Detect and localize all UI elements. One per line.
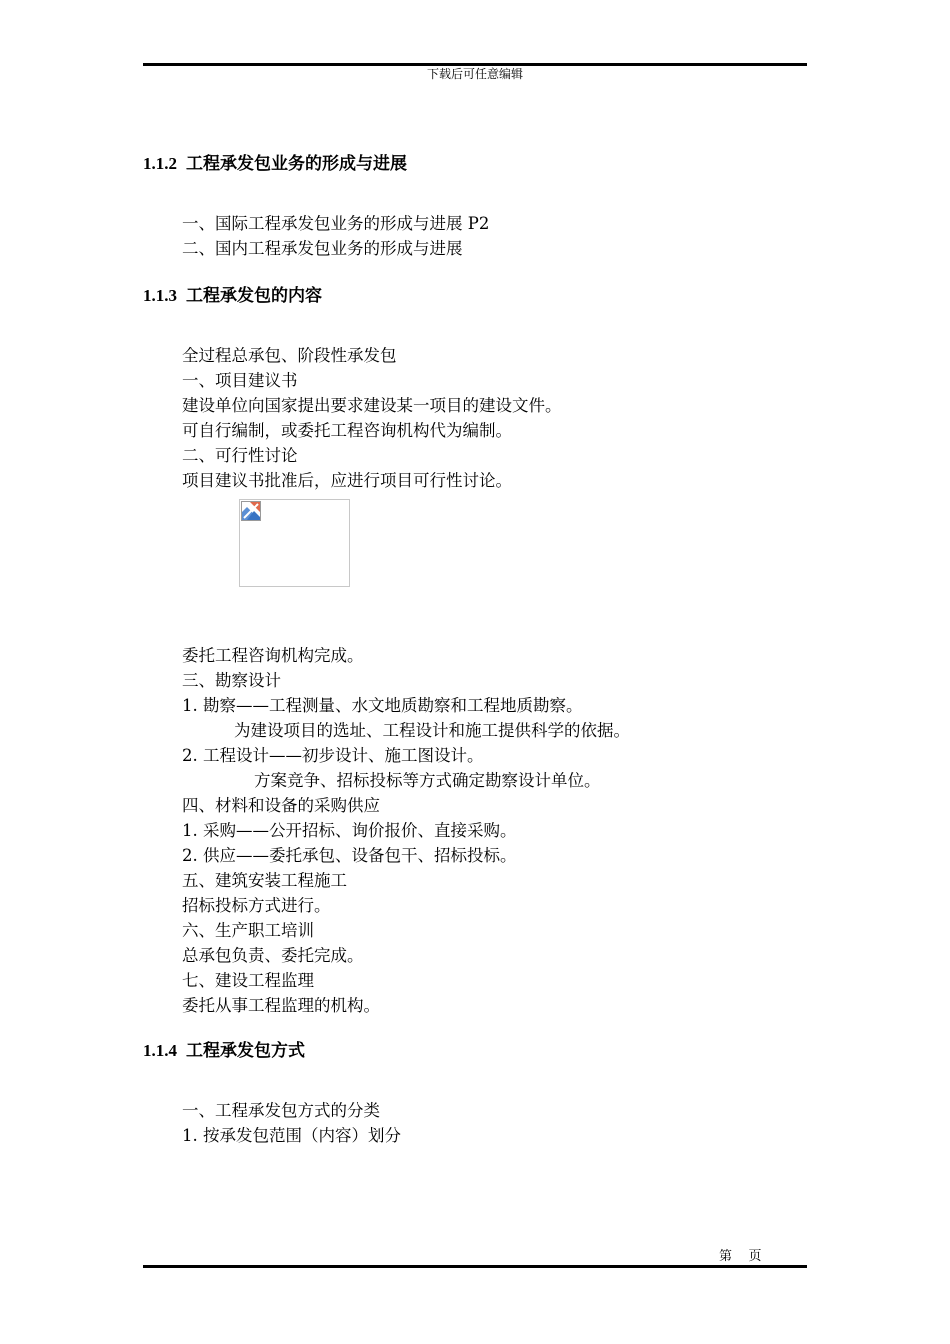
footer-rule [143, 1265, 807, 1268]
paragraph: 全过程总承包、阶段性承发包 [182, 346, 397, 365]
section-number: 1.1.4 [143, 1041, 177, 1060]
paragraph: 五、建筑安装工程施工 [182, 871, 347, 890]
page-footer: 第 页 [719, 1249, 762, 1264]
header-rule [143, 63, 807, 66]
paragraph: 一、工程承发包方式的分类 [182, 1101, 380, 1120]
paragraph: 为建设项目的选址、工程设计和施工提供科学的依据。 [234, 721, 630, 740]
paragraph: 招标投标方式进行。 [182, 896, 331, 915]
paragraph: 1. 勘察——工程测量、水文地质勘察和工程地质勘察。 [182, 696, 583, 715]
paragraph: 方案竞争、招标投标等方式确定勘察设计单位。 [254, 771, 601, 790]
paragraph: 2. 工程设计——初步设计、施工图设计。 [182, 746, 484, 765]
section-heading-1-1-4 [143, 1040, 305, 1062]
paragraph: 三、勘察设计 [182, 671, 281, 690]
section-title: 工程承发包业务的形成与进展 [186, 154, 407, 174]
paragraph: 四、材料和设备的采购供应 [182, 796, 380, 815]
section-heading-1-1-2 [143, 153, 407, 175]
section-title: 工程承发包方式 [186, 1041, 305, 1061]
paragraph: 项目建议书批准后，应进行项目可行性讨论。 [182, 471, 512, 490]
section-number: 1.1.3 [143, 286, 177, 305]
section-title: 工程承发包的内容 [186, 286, 322, 306]
paragraph: 2. 供应——委托承包、设备包干、招标投标。 [182, 846, 517, 865]
paragraph: 七、建设工程监理 [182, 971, 314, 990]
section-heading-1-1-3 [143, 285, 322, 307]
section-number: 1.1.2 [143, 154, 177, 173]
paragraph: 委托工程咨询机构完成。 [182, 646, 364, 665]
paragraph: 二、国内工程承发包业务的形成与进展 [182, 239, 463, 258]
broken-image-icon [241, 501, 261, 521]
paragraph: 总承包负责、委托完成。 [182, 946, 364, 965]
paragraph: 1. 采购——公开招标、询价报价、直接采购。 [182, 821, 517, 840]
paragraph: 一、项目建议书 [182, 371, 298, 390]
page-header: 下载后可任意编辑 [426, 67, 523, 81]
paragraph: 六、生产职工培训 [182, 921, 314, 940]
broken-image-placeholder [239, 499, 350, 587]
paragraph: 可自行编制，或委托工程咨询机构代为编制。 [182, 421, 512, 440]
paragraph: 建设单位向国家提出要求建设某一项目的建设文件。 [182, 396, 562, 415]
paragraph: 委托从事工程监理的机构。 [182, 996, 380, 1015]
paragraph: 一、国际工程承发包业务的形成与进展 P2 [182, 214, 490, 233]
paragraph: 二、可行性讨论 [182, 446, 298, 465]
paragraph: 1. 按承发包范围（内容）划分 [182, 1126, 401, 1145]
